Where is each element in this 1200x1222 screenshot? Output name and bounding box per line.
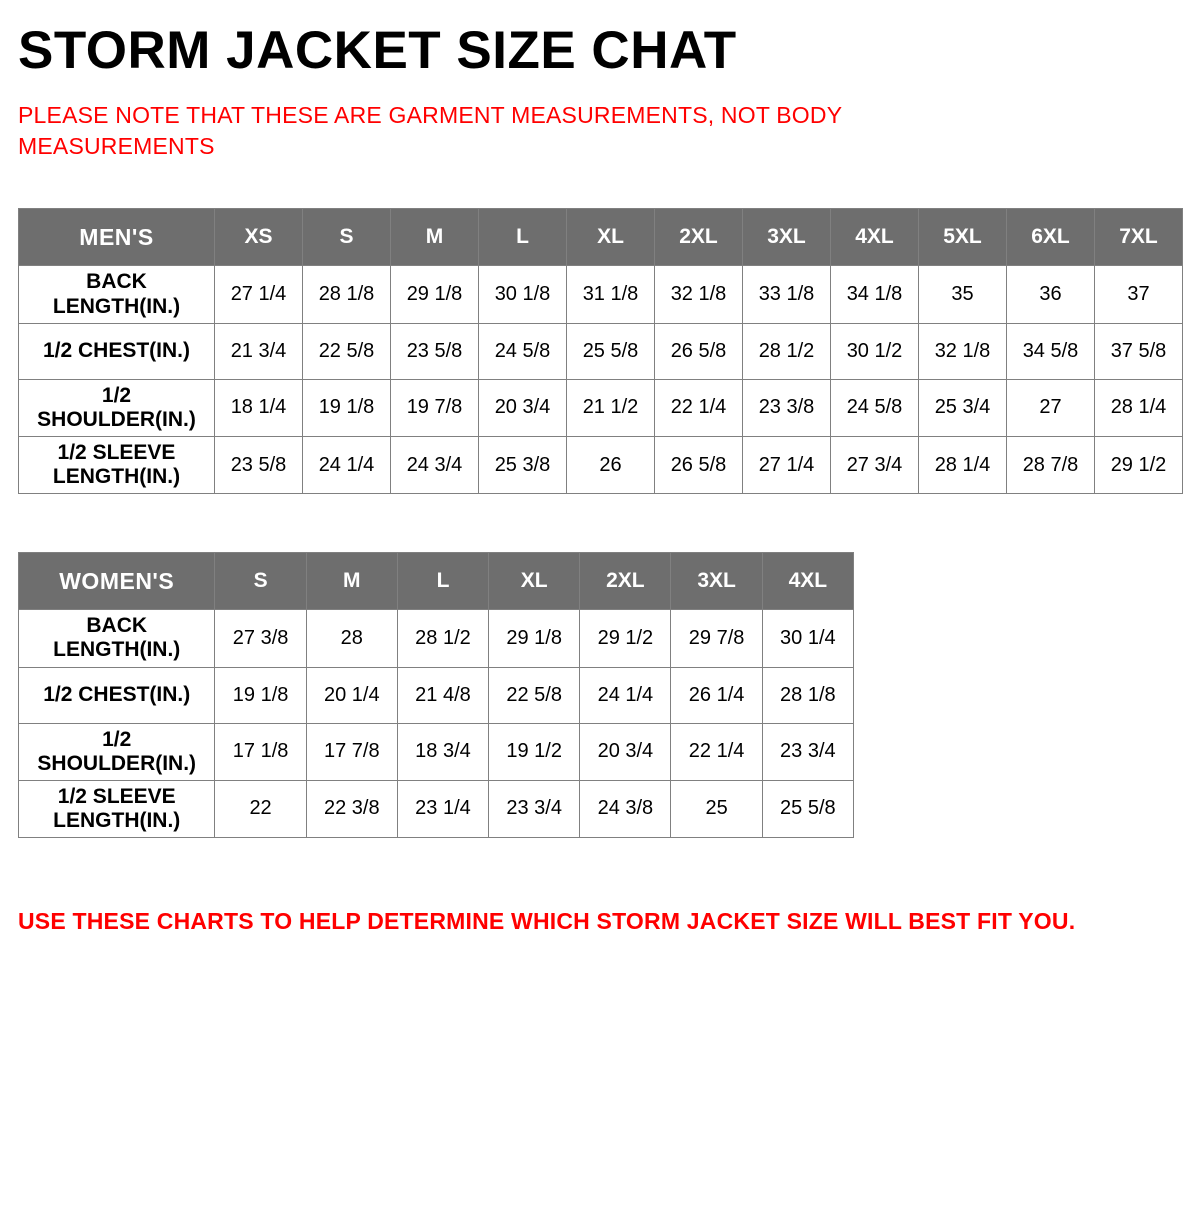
- cell: 24 5/8: [831, 379, 919, 436]
- cell: 25 3/4: [919, 379, 1007, 436]
- cell: 18 1/4: [215, 379, 303, 436]
- measurement-note: PLEASE NOTE THAT THESE ARE GARMENT MEASUREMENTS, NOT BODY MEASUREMENTS: [18, 102, 842, 160]
- table-row: [19, 723, 854, 780]
- cell: 17 1/8: [215, 723, 306, 780]
- row-label: BACK LENGTH(IN.): [19, 610, 215, 667]
- row-label: 1/2 SLEEVE LENGTH(IN.): [19, 436, 215, 493]
- womens-size-header: L: [397, 553, 488, 610]
- cell: 26: [567, 436, 655, 493]
- table-row: [19, 379, 1183, 436]
- cell: 29 1/8: [391, 266, 479, 323]
- womens-size-header: M: [306, 553, 397, 610]
- table-row: [19, 610, 854, 667]
- cell: 21 4/8: [397, 667, 488, 723]
- footer-note: USE THESE CHARTS TO HELP DETERMINE WHICH STORM JACKET SIZE WILL BEST FIT YOU.: [18, 908, 1076, 935]
- cell: 30 1/8: [479, 266, 567, 323]
- cell: 22: [215, 780, 306, 837]
- cell: 22 5/8: [303, 323, 391, 379]
- cell: 28 1/2: [397, 610, 488, 667]
- mens-table-body: [19, 266, 1183, 494]
- cell: 19 1/8: [303, 379, 391, 436]
- mens-size-header: 7XL: [1095, 209, 1183, 266]
- cell: 23 5/8: [215, 436, 303, 493]
- cell: 29 7/8: [671, 610, 762, 667]
- size-chart-page: [0, 22, 1200, 1222]
- womens-table-container: [18, 552, 1182, 838]
- cell: 23 1/4: [397, 780, 488, 837]
- cell: 30 1/2: [831, 323, 919, 379]
- cell: 31 1/8: [567, 266, 655, 323]
- cell: 22 1/4: [671, 723, 762, 780]
- cell: 37: [1095, 266, 1183, 323]
- cell: 24 3/4: [391, 436, 479, 493]
- womens-corner-label: WOMEN'S: [19, 553, 215, 610]
- cell: 22 5/8: [489, 667, 580, 723]
- cell: 32 1/8: [919, 323, 1007, 379]
- cell: 34 5/8: [1007, 323, 1095, 379]
- womens-size-header: 4XL: [762, 553, 853, 610]
- cell: 27: [1007, 379, 1095, 436]
- cell: 25 5/8: [762, 780, 853, 837]
- cell: 28 1/8: [762, 667, 853, 723]
- cell: 27 3/8: [215, 610, 306, 667]
- cell: 27 1/4: [743, 436, 831, 493]
- womens-size-table: [18, 552, 854, 838]
- row-label: 1/2 CHEST(IN.): [19, 323, 215, 379]
- cell: 33 1/8: [743, 266, 831, 323]
- table-header-row: [19, 209, 1183, 266]
- womens-size-header: S: [215, 553, 306, 610]
- table-row: [19, 780, 854, 837]
- row-label: 1/2 SLEEVE LENGTH(IN.): [19, 780, 215, 837]
- cell: 24 3/8: [580, 780, 671, 837]
- womens-size-header: 3XL: [671, 553, 762, 610]
- cell: 20 3/4: [479, 379, 567, 436]
- womens-table-head: [19, 553, 854, 610]
- mens-size-header: L: [479, 209, 567, 266]
- cell: 32 1/8: [655, 266, 743, 323]
- cell: 29 1/8: [489, 610, 580, 667]
- cell: 34 1/8: [831, 266, 919, 323]
- womens-size-header: 2XL: [580, 553, 671, 610]
- cell: 28 1/4: [919, 436, 1007, 493]
- row-label: BACK LENGTH(IN.): [19, 266, 215, 323]
- mens-size-header: XL: [567, 209, 655, 266]
- row-label: 1/2 CHEST(IN.): [19, 667, 215, 723]
- cell: 26 5/8: [655, 323, 743, 379]
- cell: 24 1/4: [580, 667, 671, 723]
- cell: 25 3/8: [479, 436, 567, 493]
- cell: 28 7/8: [1007, 436, 1095, 493]
- cell: 23 5/8: [391, 323, 479, 379]
- cell: 20 1/4: [306, 667, 397, 723]
- page-title: STORM JACKET SIZE CHAT: [18, 21, 737, 80]
- cell: 19 1/2: [489, 723, 580, 780]
- womens-table-body: [19, 610, 854, 838]
- cell: 20 3/4: [580, 723, 671, 780]
- mens-size-header: 3XL: [743, 209, 831, 266]
- table-header-row: [19, 553, 854, 610]
- mens-corner-label: MEN'S: [19, 209, 215, 266]
- cell: 28 1/2: [743, 323, 831, 379]
- cell: 19 7/8: [391, 379, 479, 436]
- womens-size-header: XL: [489, 553, 580, 610]
- cell: 27 1/4: [215, 266, 303, 323]
- cell: 23 3/8: [743, 379, 831, 436]
- cell: 36: [1007, 266, 1095, 323]
- mens-size-header: XS: [215, 209, 303, 266]
- cell: 25 5/8: [567, 323, 655, 379]
- cell: 29 1/2: [1095, 436, 1183, 493]
- table-row: [19, 266, 1183, 323]
- mens-size-table: [18, 208, 1183, 494]
- mens-size-header: M: [391, 209, 479, 266]
- mens-size-header: 4XL: [831, 209, 919, 266]
- cell: 30 1/4: [762, 610, 853, 667]
- cell: 29 1/2: [580, 610, 671, 667]
- table-row: [19, 667, 854, 723]
- cell: 17 7/8: [306, 723, 397, 780]
- cell: 18 3/4: [397, 723, 488, 780]
- table-row: [19, 323, 1183, 379]
- cell: 21 3/4: [215, 323, 303, 379]
- cell: 28: [306, 610, 397, 667]
- mens-size-header: 2XL: [655, 209, 743, 266]
- cell: 26 5/8: [655, 436, 743, 493]
- cell: 28 1/4: [1095, 379, 1183, 436]
- mens-table-head: [19, 209, 1183, 266]
- cell: 22 3/8: [306, 780, 397, 837]
- mens-table-container: [18, 208, 1182, 494]
- cell: 23 3/4: [762, 723, 853, 780]
- cell: 23 3/4: [489, 780, 580, 837]
- cell: 24 5/8: [479, 323, 567, 379]
- row-label: 1/2 SHOULDER(IN.): [19, 723, 215, 780]
- cell: 19 1/8: [215, 667, 306, 723]
- cell: 37 5/8: [1095, 323, 1183, 379]
- cell: 21 1/2: [567, 379, 655, 436]
- cell: 28 1/8: [303, 266, 391, 323]
- table-row: [19, 436, 1183, 493]
- cell: 26 1/4: [671, 667, 762, 723]
- cell: 25: [671, 780, 762, 837]
- cell: 24 1/4: [303, 436, 391, 493]
- cell: 22 1/4: [655, 379, 743, 436]
- cell: 27 3/4: [831, 436, 919, 493]
- mens-size-header: S: [303, 209, 391, 266]
- cell: 35: [919, 266, 1007, 323]
- row-label: 1/2 SHOULDER(IN.): [19, 379, 215, 436]
- mens-size-header: 6XL: [1007, 209, 1095, 266]
- mens-size-header: 5XL: [919, 209, 1007, 266]
